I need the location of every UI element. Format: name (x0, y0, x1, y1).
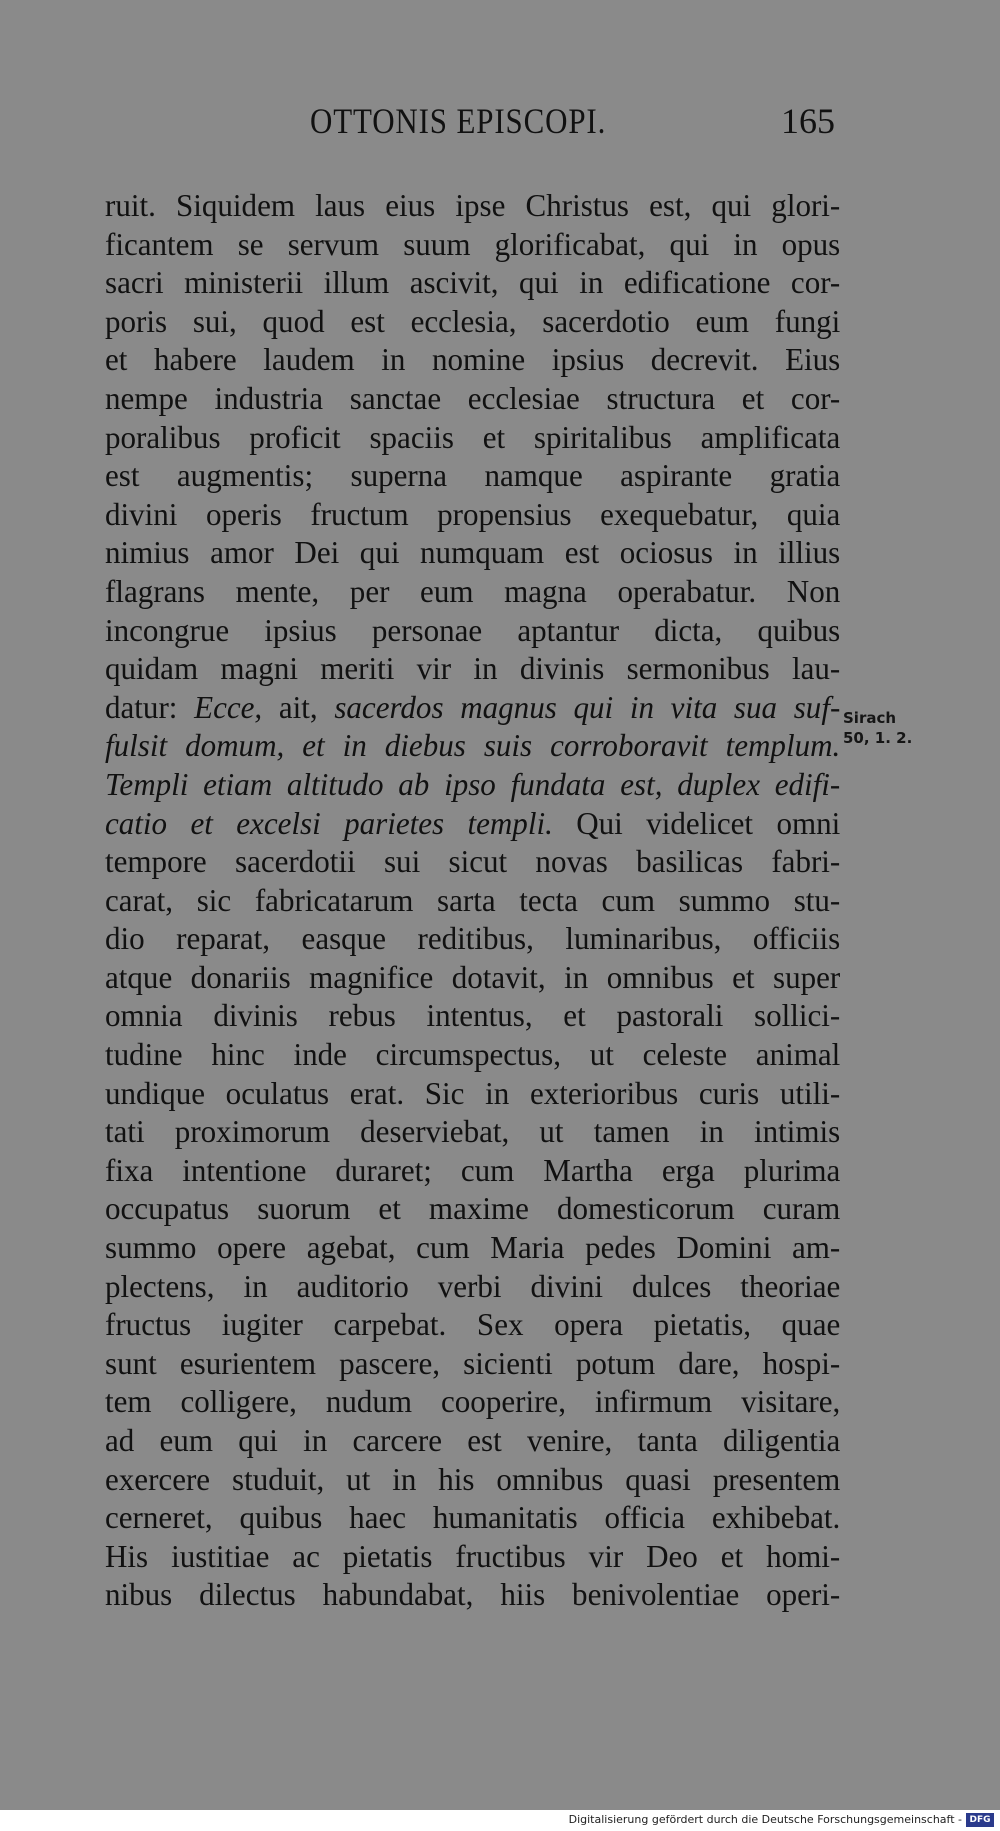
running-head (105, 100, 835, 156)
text-line-quote-start (105, 688, 840, 727)
text-line-quote-end (105, 804, 840, 843)
line-roman-part: Qui videlicet omni (552, 804, 841, 841)
footer-credit: Digitalisierung gefördert durch die Deutsche Forschungsgemeinschaft - (568, 1813, 962, 1826)
text-line: tati proximorum deserviebat, ut tamen in intimis (105, 1113, 841, 1150)
text-line: undique oculatus erat. Sic in exterioribus curis utili- (105, 1074, 841, 1111)
text-line: His iustitiae ac pietatis fructibus vir Deo et homi- (105, 1537, 841, 1574)
text-line: plectens, in auditorio verbi divini dulces theoriae (105, 1267, 841, 1304)
text-line: dio reparat, easque reditibus, luminaribus, officiis (105, 920, 841, 957)
page-number: 165 (781, 101, 835, 141)
digitization-footer (0, 1810, 1000, 1831)
text-line: sacri ministerii illum ascivit, qui in edificatione cor- (105, 264, 841, 301)
text-line: summo opere agebat, cum Maria pedes Domini am- (105, 1229, 841, 1266)
margin-note-citation (843, 708, 913, 748)
line-italic-part: sacerdos magnus qui in vita sua suf- (334, 688, 841, 725)
running-title: OTTONIS EPISCOPI. (310, 101, 607, 141)
text-line: exercere studuit, ut in his omnibus quasi presentem (105, 1460, 841, 1497)
margin-note-line: Sirach (843, 709, 897, 727)
text-line: omnia divinis rebus intentus, et pastorali sollici- (105, 997, 841, 1034)
text-line: quidam magni meriti vir in divinis sermonibus lau- (105, 650, 841, 687)
text-line: fructus iugiter carpebat. Sex opera pietatis, quae (105, 1306, 841, 1343)
text-line: poris sui, quod est ecclesia, sacerdotio eum fungi (105, 302, 841, 339)
text-line: tudine hinc inde circumspectus, ut celeste animal (105, 1036, 841, 1073)
text-line: carat, sic fabricatarum sarta tecta cum summo stu- (105, 881, 841, 918)
text-line: nimius amor Dei qui numquam est ociosus in illius (105, 534, 841, 571)
line-roman-part: datur: (105, 688, 195, 725)
text-line: ficantem se servum suum glorificabat, qui in opus (105, 225, 841, 262)
text-line: sunt esurientem pascere, sicienti potum dare, hospi- (105, 1344, 841, 1381)
text-line: tem colligere, nudum cooperire, infirmum visitare, (105, 1383, 841, 1420)
text-line: tempore sacerdotii sui sicut novas basilicas fabri- (105, 843, 841, 880)
text-line: divini operis fructum propensius exequebatur, quia (105, 495, 841, 532)
text-line: poralibus proficit spaciis et spiritalibus amplificata (105, 418, 841, 455)
text-line: est augmentis; superna namque aspirante gratia (105, 457, 841, 494)
line-roman-part: ait, (262, 688, 335, 725)
text-line: atque donariis magnifice dotavit, in omnibus et super (105, 958, 841, 995)
line-italic-part: Ecce, (194, 688, 263, 725)
line-italic-part: catio et excelsi parietes templi. (105, 804, 553, 841)
text-line: nempe industria sanctae ecclesiae structura et cor- (105, 379, 841, 416)
text-line: ruit. Siquidem laus eius ipse Christus est, qui glori- (105, 187, 841, 223)
text-line-italic: fulsit domum, et in diebus suis corroboravit templum. (105, 727, 841, 764)
text-line: ad eum qui in carcere est venire, tanta diligentia (105, 1422, 841, 1458)
text-line-italic: Templi etiam altitudo ab ipso fundata est, duplex edifi- (105, 765, 841, 802)
text-line: et habere laudem in nomine ipsius decrevit. Eius (105, 341, 841, 378)
text-line: cerneret, quibus haec humanitatis officia exhibebat. (105, 1499, 841, 1536)
dfg-logo: DFG (966, 1813, 994, 1827)
text-line: incongrue ipsius personae aptantur dicta, quibus (105, 611, 841, 648)
text-line: fixa intentione duraret; cum Martha erga plurima (105, 1151, 841, 1188)
text-line: occupatus suorum et maxime domesticorum curam (105, 1190, 841, 1227)
margin-note-line: 50, 1. 2. (843, 729, 913, 747)
text-line: nibus dilectus habundabat, hiis benivolentiae operi- (105, 1576, 841, 1613)
text-line: flagrans mente, per eum magna operabatur. Non (105, 572, 841, 609)
body-text (105, 186, 840, 1614)
